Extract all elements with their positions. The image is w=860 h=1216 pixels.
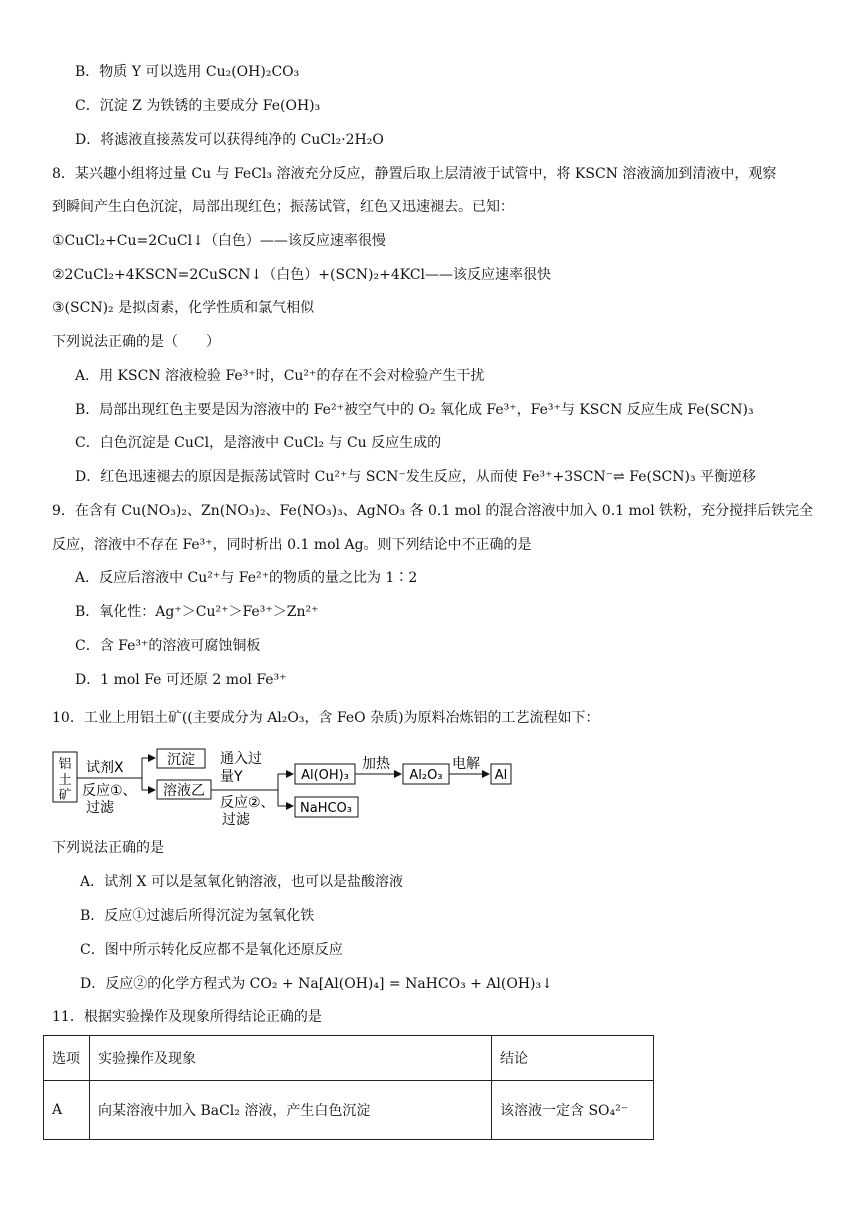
nahco3-label: NaHCO₃ <box>300 801 352 816</box>
header-conclusion: 结论 <box>492 1036 654 1081</box>
q8-option-d: D．红色迅速褪去的原因是振荡试管时 Cu²⁺与 SCN⁻发生反应，从而使 Fe³⁺+3SCN⁻⇌ Fe(SCN)₃ 平衡逆移 <box>75 469 757 485</box>
q10-option-a: A．试剂 X 可以是氢氧化钠溶液，也可以是盐酸溶液 <box>80 874 403 890</box>
pass-y-label-1: 通入过 <box>220 751 262 767</box>
q8-option-c: C．白色沉淀是 CuCl，是溶液中 CuCl₂ 与 Cu 反应生成的 <box>75 435 442 451</box>
solution-b-label: 溶液乙 <box>163 783 205 799</box>
q7-option-c: C．沉淀 Z 为铁锈的主要成分 Fe(OH)₃ <box>75 98 321 114</box>
cell-conclusion: 该溶液一定含 SO₄²⁻ <box>492 1081 654 1140</box>
q10-stem: 10．工业上用铝土矿((主要成分为 Al₂O₃，含 FeO 杂质)为原料冶炼铝的工艺流程如下： <box>52 710 600 726</box>
q8-option-a: A．用 KSCN 溶液检验 Fe³⁺时，Cu²⁺的存在不会对检验产生干扰 <box>75 368 485 384</box>
q8-ask: 下列说法正确的是（ ） <box>52 334 220 350</box>
precipitate-label: 沉淀 <box>167 752 195 768</box>
reaction1-label: 反应①、 <box>82 783 137 799</box>
q8-stem-line2: 到瞬间产生白色沉淀，局部出现红色；振荡试管，红色又迅速褪去。已知： <box>52 199 514 215</box>
q7-option-b: B．物质 Y 可以选用 Cu₂(OH)₂CO₃ <box>75 64 300 80</box>
table-header-row <box>44 1036 654 1081</box>
header-option: 选项 <box>44 1036 90 1081</box>
cell-option: A <box>44 1081 90 1140</box>
q9-option-d: D．1 mol Fe 可还原 2 mol Fe³⁺ <box>75 672 287 688</box>
q10-option-d: D．反应②的化学方程式为 CO₂ + Na[Al(OH)₄] = NaHCO₃ + Al(OH)₃↓ <box>80 976 553 992</box>
reagent-x-label: 试剂X <box>86 760 124 776</box>
q10-option-c: C．图中所示转化反应都不是氧化还原反应 <box>80 942 343 958</box>
process-flow-diagram <box>52 748 512 830</box>
q8-known-3: ③(SCN)₂ 是拟卤素，化学性质和氯气相似 <box>52 300 315 316</box>
al-label: Al <box>494 768 508 783</box>
q11-stem: 11．根据实验操作及现象所得结论正确的是 <box>52 1009 322 1025</box>
q8-known-1: ①CuCl₂+Cu=2CuCl↓（白色）——该反应速率很慢 <box>52 233 386 249</box>
q8-stem-line1: 8．某兴趣小组将过量 Cu 与 FeCl₃ 溶液充分反应，静置后取上层清液于试管中，将 KSCN 溶液滴加到清液中，观察 <box>52 166 777 182</box>
result-table <box>43 1035 654 1140</box>
reaction2-label: 反应②、 <box>220 795 275 811</box>
electrolysis-label: 电解 <box>452 756 480 772</box>
q9-option-c: C．含 Fe³⁺的溶液可腐蚀铜板 <box>75 638 261 654</box>
filter2-label: 过滤 <box>222 812 250 828</box>
q9-stem-line2: 反应，溶液中不存在 Fe³⁺，同时析出 0.1 mol Ag。则下列结论中不正确的是 <box>52 537 532 553</box>
al2o3-label: Al₂O₃ <box>409 768 443 783</box>
ore-label-3: 矿 <box>58 788 72 803</box>
q9-option-b: B．氧化性：Ag⁺＞Cu²⁺＞Fe³⁺＞Zn²⁺ <box>75 604 319 620</box>
heat-label: 加热 <box>362 756 390 772</box>
ore-label-1: 铝 <box>58 757 72 772</box>
cell-operation: 向某溶液中加入 BaCl₂ 溶液，产生白色沉淀 <box>90 1081 492 1140</box>
filter1-label: 过滤 <box>86 800 114 816</box>
q8-option-b: B．局部出现红色主要是因为溶液中的 Fe²⁺被空气中的 O₂ 氧化成 Fe³⁺，Fe³⁺与 KSCN 反应生成 Fe(SCN)₃ <box>75 402 754 418</box>
q10-ask: 下列说法正确的是 <box>52 840 164 856</box>
q7-option-d: D．将滤液直接蒸发可以获得纯净的 CuCl₂·2H₂O <box>75 132 384 148</box>
q8-known-2: ②2CuCl₂+4KSCN=2CuSCN↓（白色）+(SCN)₂+4KCl——该反应速率很快 <box>52 267 552 283</box>
pass-y-label-2: 量Y <box>220 769 243 785</box>
aloh3-label: Al(OH)₃ <box>301 768 349 783</box>
q9-stem-line1: 9．在含有 Cu(NO₃)₂、Zn(NO₃)₂、Fe(NO₃)₃、AgNO₃ 各 0.1 mol 的混合溶液中加入 0.1 mol 铁粉，充分搅拌后铁完全 <box>52 503 814 519</box>
ore-label-2: 土 <box>58 773 72 788</box>
q10-option-b: B．反应①过滤后所得沉淀为氢氧化铁 <box>80 908 315 924</box>
table-row <box>44 1081 654 1140</box>
q9-option-a: A．反应后溶液中 Cu²⁺与 Fe²⁺的物质的量之比为 1∶2 <box>75 570 418 586</box>
header-operation: 实验操作及现象 <box>90 1036 492 1081</box>
